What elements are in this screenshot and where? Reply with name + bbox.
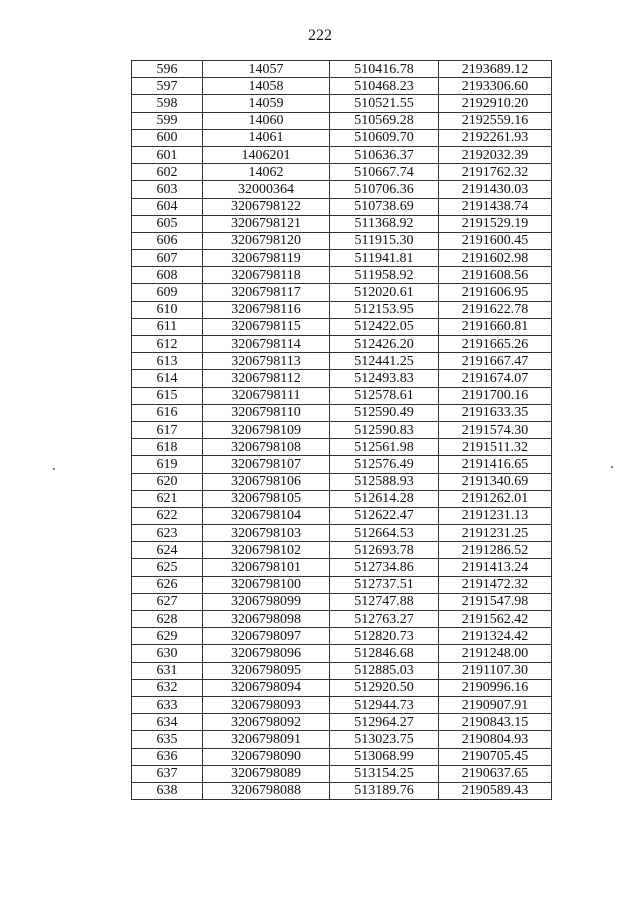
point-id-cell: 3206798115: [203, 318, 330, 335]
table-row: [132, 679, 552, 696]
y-coordinate-cell: 2190996.16: [439, 679, 552, 696]
x-coordinate-cell: 512693.78: [330, 542, 439, 559]
point-number-cell: 623: [132, 525, 203, 542]
y-coordinate-cell: 2192032.39: [439, 146, 552, 163]
table-row: [132, 129, 552, 146]
coordinates-table: [131, 60, 552, 800]
point-number-cell: 603: [132, 181, 203, 198]
table-row: [132, 232, 552, 249]
table-row: [132, 404, 552, 421]
table-row: [132, 61, 552, 78]
point-number-cell: 617: [132, 421, 203, 438]
x-coordinate-cell: 512820.73: [330, 628, 439, 645]
x-coordinate-cell: 512737.51: [330, 576, 439, 593]
point-id-cell: 3206798091: [203, 731, 330, 748]
table-body: [132, 61, 552, 800]
table-row: [132, 267, 552, 284]
table-row: [132, 696, 552, 713]
point-id-cell: 1406201: [203, 146, 330, 163]
table-row: [132, 662, 552, 679]
table-row: [132, 559, 552, 576]
point-id-cell: 3206798093: [203, 696, 330, 713]
x-coordinate-cell: 512920.50: [330, 679, 439, 696]
table-row: [132, 198, 552, 215]
point-number-cell: 604: [132, 198, 203, 215]
x-coordinate-cell: 513068.99: [330, 748, 439, 765]
point-id-cell: 14061: [203, 129, 330, 146]
point-id-cell: 32000364: [203, 181, 330, 198]
table-row: [132, 146, 552, 163]
point-number-cell: 633: [132, 696, 203, 713]
point-id-cell: 3206798110: [203, 404, 330, 421]
y-coordinate-cell: 2191633.35: [439, 404, 552, 421]
x-coordinate-cell: 512885.03: [330, 662, 439, 679]
point-number-cell: 599: [132, 112, 203, 129]
scan-speck-right: [611, 466, 613, 468]
point-number-cell: 602: [132, 164, 203, 181]
y-coordinate-cell: 2191472.32: [439, 576, 552, 593]
page-number: 222: [308, 27, 332, 44]
table-row: [132, 353, 552, 370]
x-coordinate-cell: 512561.98: [330, 439, 439, 456]
point-id-cell: 14058: [203, 78, 330, 95]
table-row: [132, 164, 552, 181]
table-row: [132, 782, 552, 799]
point-number-cell: 600: [132, 129, 203, 146]
y-coordinate-cell: 2192559.16: [439, 112, 552, 129]
point-number-cell: 632: [132, 679, 203, 696]
x-coordinate-cell: 512622.47: [330, 507, 439, 524]
point-number-cell: 610: [132, 301, 203, 318]
point-id-cell: 3206798098: [203, 611, 330, 628]
point-number-cell: 626: [132, 576, 203, 593]
point-number-cell: 634: [132, 714, 203, 731]
x-coordinate-cell: 512734.86: [330, 559, 439, 576]
table-row: [132, 507, 552, 524]
table-row: [132, 748, 552, 765]
x-coordinate-cell: 512763.27: [330, 611, 439, 628]
point-id-cell: 14057: [203, 61, 330, 78]
y-coordinate-cell: 2193306.60: [439, 78, 552, 95]
table-row: [132, 576, 552, 593]
point-id-cell: 3206798111: [203, 387, 330, 404]
x-coordinate-cell: 512944.73: [330, 696, 439, 713]
point-id-cell: 3206798100: [203, 576, 330, 593]
x-coordinate-cell: 510636.37: [330, 146, 439, 163]
table-row: [132, 593, 552, 610]
y-coordinate-cell: 2191262.01: [439, 490, 552, 507]
point-number-cell: 619: [132, 456, 203, 473]
point-id-cell: 3206798105: [203, 490, 330, 507]
y-coordinate-cell: 2191438.74: [439, 198, 552, 215]
y-coordinate-cell: 2191413.24: [439, 559, 552, 576]
point-number-cell: 613: [132, 353, 203, 370]
x-coordinate-cell: 512590.83: [330, 421, 439, 438]
table-row: [132, 731, 552, 748]
point-number-cell: 609: [132, 284, 203, 301]
point-id-cell: 3206798120: [203, 232, 330, 249]
x-coordinate-cell: 512020.61: [330, 284, 439, 301]
point-number-cell: 605: [132, 215, 203, 232]
point-number-cell: 621: [132, 490, 203, 507]
point-id-cell: 3206798090: [203, 748, 330, 765]
y-coordinate-cell: 2191248.00: [439, 645, 552, 662]
point-number-cell: 637: [132, 765, 203, 782]
table-row: [132, 387, 552, 404]
y-coordinate-cell: 2190843.15: [439, 714, 552, 731]
table-row: [132, 318, 552, 335]
table-row: [132, 215, 552, 232]
table-row: [132, 525, 552, 542]
x-coordinate-cell: 512846.68: [330, 645, 439, 662]
point-id-cell: 3206798119: [203, 250, 330, 267]
x-coordinate-cell: 511915.30: [330, 232, 439, 249]
point-number-cell: 596: [132, 61, 203, 78]
point-id-cell: 3206798095: [203, 662, 330, 679]
point-id-cell: 3206798104: [203, 507, 330, 524]
point-id-cell: 3206798116: [203, 301, 330, 318]
table-row: [132, 95, 552, 112]
table-row: [132, 628, 552, 645]
y-coordinate-cell: 2191416.65: [439, 456, 552, 473]
table-row: [132, 439, 552, 456]
y-coordinate-cell: 2191511.32: [439, 439, 552, 456]
x-coordinate-cell: 512578.61: [330, 387, 439, 404]
point-id-cell: 3206798106: [203, 473, 330, 490]
x-coordinate-cell: 510468.23: [330, 78, 439, 95]
x-coordinate-cell: 512747.88: [330, 593, 439, 610]
x-coordinate-cell: 512422.05: [330, 318, 439, 335]
y-coordinate-cell: 2191231.25: [439, 525, 552, 542]
point-number-cell: 638: [132, 782, 203, 799]
point-number-cell: 627: [132, 593, 203, 610]
x-coordinate-cell: 512441.25: [330, 353, 439, 370]
x-coordinate-cell: 510706.36: [330, 181, 439, 198]
y-coordinate-cell: 2190637.65: [439, 765, 552, 782]
x-coordinate-cell: 510667.74: [330, 164, 439, 181]
point-id-cell: 3206798103: [203, 525, 330, 542]
table-row: [132, 336, 552, 353]
table-row: [132, 181, 552, 198]
point-number-cell: 635: [132, 731, 203, 748]
y-coordinate-cell: 2191107.30: [439, 662, 552, 679]
y-coordinate-cell: 2191286.52: [439, 542, 552, 559]
point-id-cell: 3206798108: [203, 439, 330, 456]
table-row: [132, 611, 552, 628]
x-coordinate-cell: 512493.83: [330, 370, 439, 387]
point-id-cell: 3206798097: [203, 628, 330, 645]
point-id-cell: 14059: [203, 95, 330, 112]
x-coordinate-cell: 510416.78: [330, 61, 439, 78]
point-id-cell: 3206798101: [203, 559, 330, 576]
x-coordinate-cell: 513023.75: [330, 731, 439, 748]
x-coordinate-cell: 510521.55: [330, 95, 439, 112]
y-coordinate-cell: 2191562.42: [439, 611, 552, 628]
x-coordinate-cell: 512964.27: [330, 714, 439, 731]
point-number-cell: 601: [132, 146, 203, 163]
table-row: [132, 765, 552, 782]
y-coordinate-cell: 2191600.45: [439, 232, 552, 249]
point-id-cell: 14062: [203, 164, 330, 181]
point-id-cell: 3206798092: [203, 714, 330, 731]
table-row: [132, 473, 552, 490]
table-row: [132, 714, 552, 731]
point-id-cell: 3206798121: [203, 215, 330, 232]
point-id-cell: 3206798122: [203, 198, 330, 215]
y-coordinate-cell: 2190907.91: [439, 696, 552, 713]
point-number-cell: 624: [132, 542, 203, 559]
y-coordinate-cell: 2191231.13: [439, 507, 552, 524]
point-number-cell: 636: [132, 748, 203, 765]
y-coordinate-cell: 2191529.19: [439, 215, 552, 232]
x-coordinate-cell: 512614.28: [330, 490, 439, 507]
x-coordinate-cell: 511941.81: [330, 250, 439, 267]
point-number-cell: 607: [132, 250, 203, 267]
point-id-cell: 3206798113: [203, 353, 330, 370]
table-row: [132, 301, 552, 318]
y-coordinate-cell: 2191608.56: [439, 267, 552, 284]
table-row: [132, 250, 552, 267]
x-coordinate-cell: 510738.69: [330, 198, 439, 215]
point-id-cell: 3206798109: [203, 421, 330, 438]
x-coordinate-cell: 511958.92: [330, 267, 439, 284]
y-coordinate-cell: 2190589.43: [439, 782, 552, 799]
point-number-cell: 630: [132, 645, 203, 662]
table-row: [132, 542, 552, 559]
point-number-cell: 629: [132, 628, 203, 645]
x-coordinate-cell: 513189.76: [330, 782, 439, 799]
point-number-cell: 606: [132, 232, 203, 249]
point-id-cell: 3206798114: [203, 336, 330, 353]
table-row: [132, 456, 552, 473]
x-coordinate-cell: 510609.70: [330, 129, 439, 146]
point-id-cell: 14060: [203, 112, 330, 129]
y-coordinate-cell: 2191324.42: [439, 628, 552, 645]
y-coordinate-cell: 2191665.26: [439, 336, 552, 353]
point-id-cell: 3206798099: [203, 593, 330, 610]
x-coordinate-cell: 512576.49: [330, 456, 439, 473]
point-number-cell: 608: [132, 267, 203, 284]
x-coordinate-cell: 510569.28: [330, 112, 439, 129]
x-coordinate-cell: 512153.95: [330, 301, 439, 318]
point-id-cell: 3206798117: [203, 284, 330, 301]
y-coordinate-cell: 2191574.30: [439, 421, 552, 438]
point-id-cell: 3206798102: [203, 542, 330, 559]
x-coordinate-cell: 512426.20: [330, 336, 439, 353]
y-coordinate-cell: 2191660.81: [439, 318, 552, 335]
table-row: [132, 421, 552, 438]
table-row: [132, 284, 552, 301]
table-row: [132, 370, 552, 387]
y-coordinate-cell: 2191606.95: [439, 284, 552, 301]
table-row: [132, 78, 552, 95]
point-number-cell: 625: [132, 559, 203, 576]
y-coordinate-cell: 2192910.20: [439, 95, 552, 112]
point-id-cell: 3206798096: [203, 645, 330, 662]
point-number-cell: 618: [132, 439, 203, 456]
point-number-cell: 616: [132, 404, 203, 421]
point-number-cell: 615: [132, 387, 203, 404]
x-coordinate-cell: 512590.49: [330, 404, 439, 421]
y-coordinate-cell: 2191674.07: [439, 370, 552, 387]
x-coordinate-cell: 512664.53: [330, 525, 439, 542]
point-number-cell: 628: [132, 611, 203, 628]
point-id-cell: 3206798088: [203, 782, 330, 799]
point-number-cell: 597: [132, 78, 203, 95]
y-coordinate-cell: 2191700.16: [439, 387, 552, 404]
point-id-cell: 3206798107: [203, 456, 330, 473]
y-coordinate-cell: 2190804.93: [439, 731, 552, 748]
y-coordinate-cell: 2191602.98: [439, 250, 552, 267]
point-number-cell: 620: [132, 473, 203, 490]
scan-speck-left: [53, 468, 55, 470]
point-id-cell: 3206798112: [203, 370, 330, 387]
point-number-cell: 611: [132, 318, 203, 335]
point-number-cell: 631: [132, 662, 203, 679]
table-row: [132, 645, 552, 662]
point-id-cell: 3206798089: [203, 765, 330, 782]
y-coordinate-cell: 2191340.69: [439, 473, 552, 490]
table-row: [132, 112, 552, 129]
point-id-cell: 3206798094: [203, 679, 330, 696]
y-coordinate-cell: 2191667.47: [439, 353, 552, 370]
y-coordinate-cell: 2192261.93: [439, 129, 552, 146]
x-coordinate-cell: 511368.92: [330, 215, 439, 232]
point-number-cell: 622: [132, 507, 203, 524]
y-coordinate-cell: 2190705.45: [439, 748, 552, 765]
point-number-cell: 598: [132, 95, 203, 112]
y-coordinate-cell: 2193689.12: [439, 61, 552, 78]
y-coordinate-cell: 2191622.78: [439, 301, 552, 318]
point-number-cell: 614: [132, 370, 203, 387]
y-coordinate-cell: 2191762.32: [439, 164, 552, 181]
table-row: [132, 490, 552, 507]
y-coordinate-cell: 2191547.98: [439, 593, 552, 610]
x-coordinate-cell: 513154.25: [330, 765, 439, 782]
point-id-cell: 3206798118: [203, 267, 330, 284]
x-coordinate-cell: 512588.93: [330, 473, 439, 490]
point-number-cell: 612: [132, 336, 203, 353]
y-coordinate-cell: 2191430.03: [439, 181, 552, 198]
